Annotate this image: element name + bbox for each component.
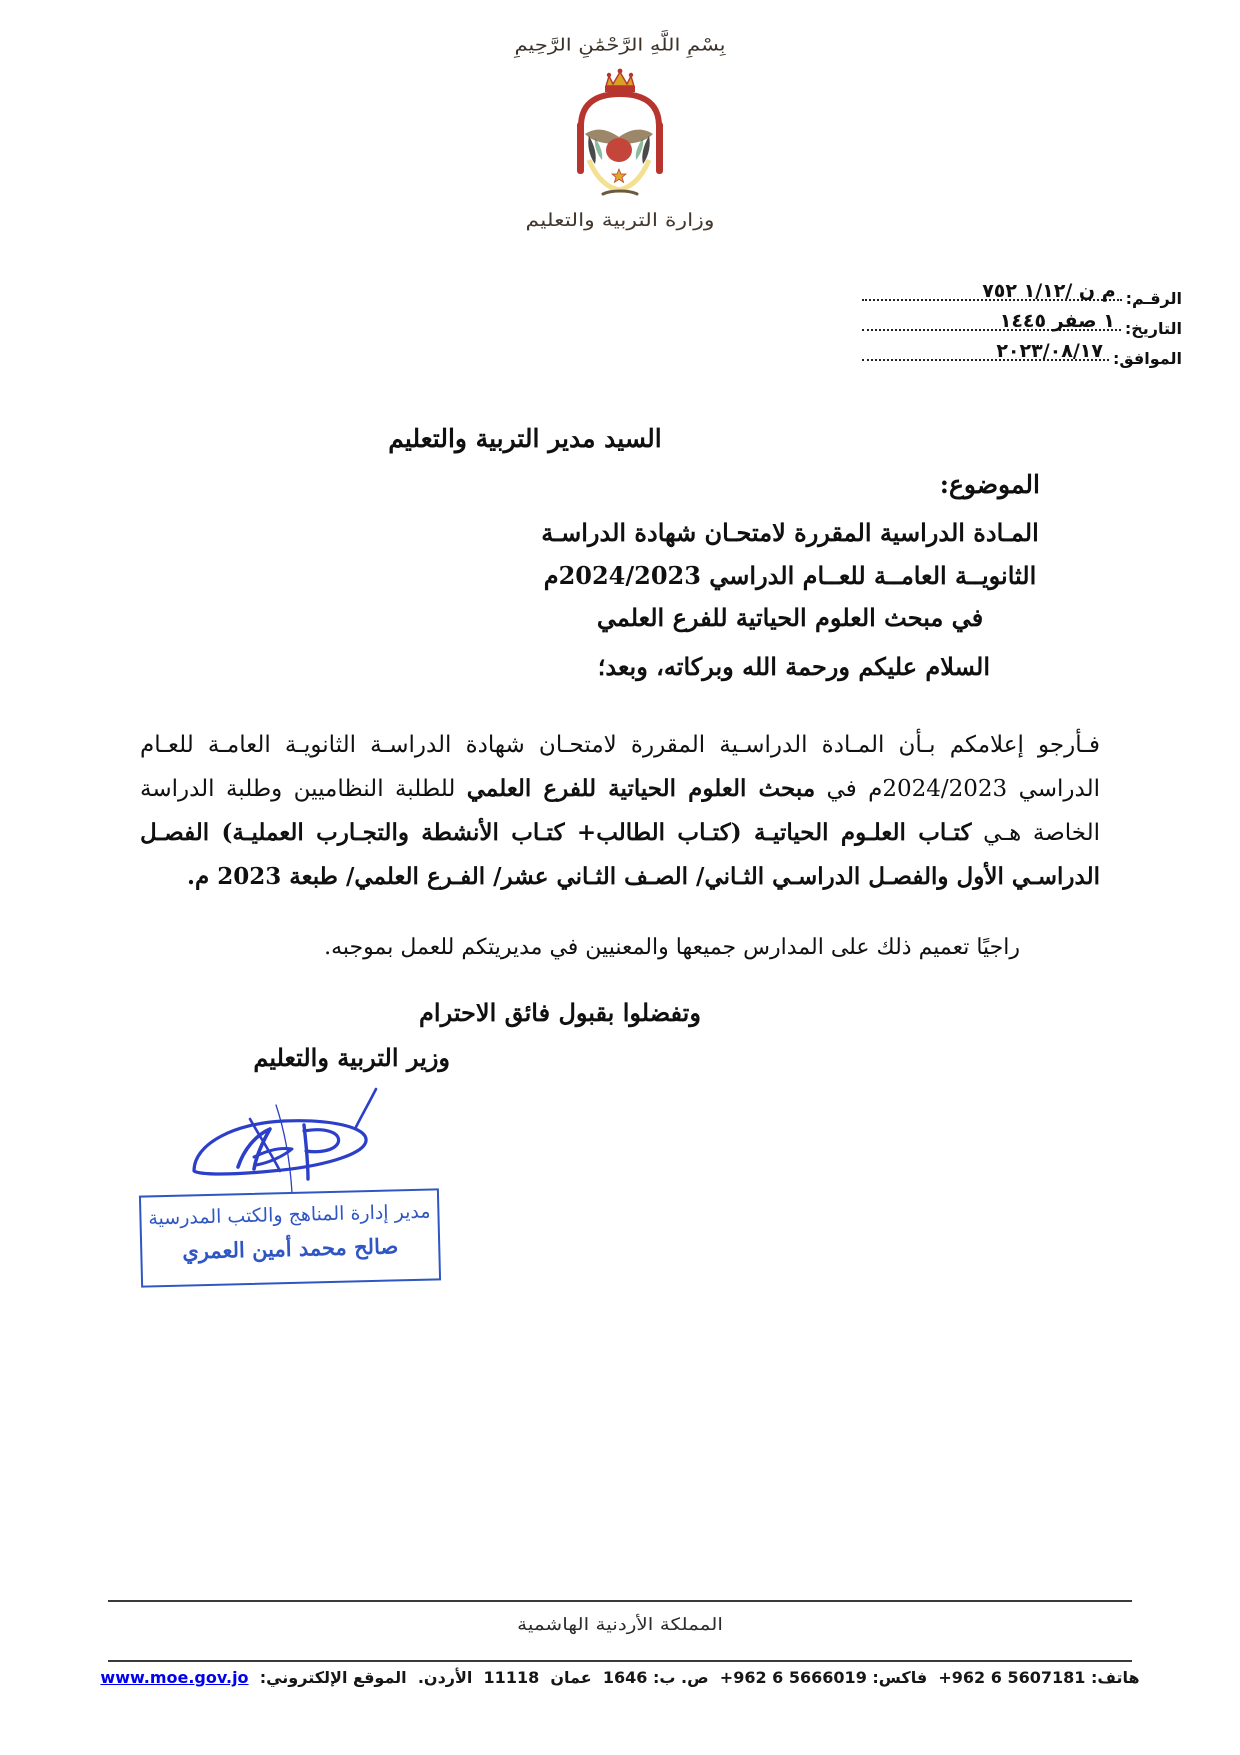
footer-website-label: الموقع الإلكتروني: bbox=[259, 1668, 407, 1687]
gregorian-date-row bbox=[862, 338, 1182, 368]
hijri-date-dotline bbox=[862, 310, 1121, 332]
reference-number-value: م ن /١/١٢ ٧٥٢ bbox=[982, 280, 1116, 302]
subject-line-3: في مبحث العلوم الحياتية للفرع العلمي bbox=[596, 603, 984, 633]
footer-fax-value: 5666019 6 962+ bbox=[719, 1668, 867, 1687]
footer-pobox-value: 1646 bbox=[602, 1668, 648, 1687]
hijri-date-label: التاريخ: bbox=[1124, 319, 1182, 338]
jordan-coat-of-arms-icon bbox=[545, 64, 695, 204]
footer-kingdom-name: المملكة الأردنية الهاشمية bbox=[517, 1613, 723, 1635]
reference-block bbox=[862, 278, 1182, 368]
footer-city: عمان bbox=[550, 1668, 592, 1687]
footer-divider-top bbox=[108, 1600, 1132, 1602]
body-text-part-2: للطلبة النظاميين وطلبة الدراسة الخاصة هـي bbox=[140, 776, 1100, 847]
greeting-line: السلام عليكم ورحمة الله وبركاته، وبعد؛ bbox=[597, 652, 990, 681]
stamp-name-line: صالح محمد أمين العمري bbox=[181, 1233, 399, 1264]
hijri-date-value: ١ صفر ١٤٤٥ bbox=[999, 310, 1115, 332]
footer-phone-value: 5607181 6 962+ bbox=[938, 1668, 1086, 1687]
gregorian-date-label: الموافق: bbox=[1112, 349, 1182, 368]
body-emphasis-2: كتـاب العلـوم الحياتيـة (كتـاب الطالب+ كتـاب الأنشطة والتجـارب العمليـة) الفصـل الدراسـي الأول والفصـل الدراسـي الثـاني/ الصـف الثـاني عشر/ الفـرع العلمي/ طبعة 2023 م. bbox=[140, 819, 1100, 891]
body-emphasis-1: مبحث العلوم الحياتية للفرع العلمي bbox=[466, 775, 816, 803]
footer-country: الأردن. bbox=[417, 1668, 473, 1687]
department-stamp bbox=[139, 1188, 441, 1287]
body-text-part-1: فـأرجو إعلامكم بـأن المـادة الدراسـية المقررة لامتحـان شهادة الدراسـة الثانويـة العامـة للعـام الدراسي 2024/2023م في bbox=[140, 732, 1100, 803]
reference-number-row bbox=[862, 278, 1182, 308]
body-paragraph bbox=[140, 723, 1100, 900]
signatory-title: وزير التربية والتعليم bbox=[253, 1043, 450, 1072]
footer-contact-line bbox=[0, 1668, 1240, 1687]
hijri-date-row bbox=[862, 308, 1182, 338]
ministry-name: وزارة التربية والتعليم bbox=[525, 210, 715, 231]
subject-line-2: الثانويــة العامــة للعــام الدراسي 2024/2023م bbox=[543, 560, 1037, 590]
footer-fax-label: فاكس: bbox=[872, 1668, 928, 1687]
footer-website-link[interactable]: www.moe.gov.jo bbox=[100, 1668, 249, 1687]
gregorian-date-dotline bbox=[862, 340, 1109, 362]
bismillah-calligraphy: بِسْمِ اللَّهِ الرَّحْمَٰنِ الرَّحِيمِ bbox=[514, 35, 726, 55]
footer-phone-label: هاتف: bbox=[1091, 1668, 1140, 1687]
footer-divider-bottom bbox=[108, 1660, 1132, 1662]
footer-zip: 11118 bbox=[483, 1668, 540, 1687]
document-header bbox=[0, 28, 1240, 233]
stamp-department-line: مدير إدارة المناهج والكتب المدرسية bbox=[148, 1200, 431, 1230]
addressee-line: السيد مدير التربية والتعليم bbox=[388, 424, 662, 453]
subject-line-1: المـادة الدراسية المقررة لامتحـان شهادة الدراسـة bbox=[541, 518, 1039, 547]
subject-label: الموضوع: bbox=[939, 470, 1040, 499]
subject-text bbox=[530, 512, 1050, 640]
footer-pobox-label: ص. ب: bbox=[652, 1668, 709, 1687]
gregorian-date-value: ٢٠٢٣/٠٨/١٧ bbox=[996, 340, 1103, 362]
body-note: راجيًا تعميم ذلك على المدارس جميعها والمعنيين في مديريتكم للعمل بموجبه. bbox=[324, 935, 1020, 960]
reference-number-label: الرقـم: bbox=[1125, 289, 1182, 308]
closing-line: وتفضلوا بقبول فائق الاحترام bbox=[419, 998, 701, 1027]
reference-number-dotline bbox=[862, 280, 1122, 302]
